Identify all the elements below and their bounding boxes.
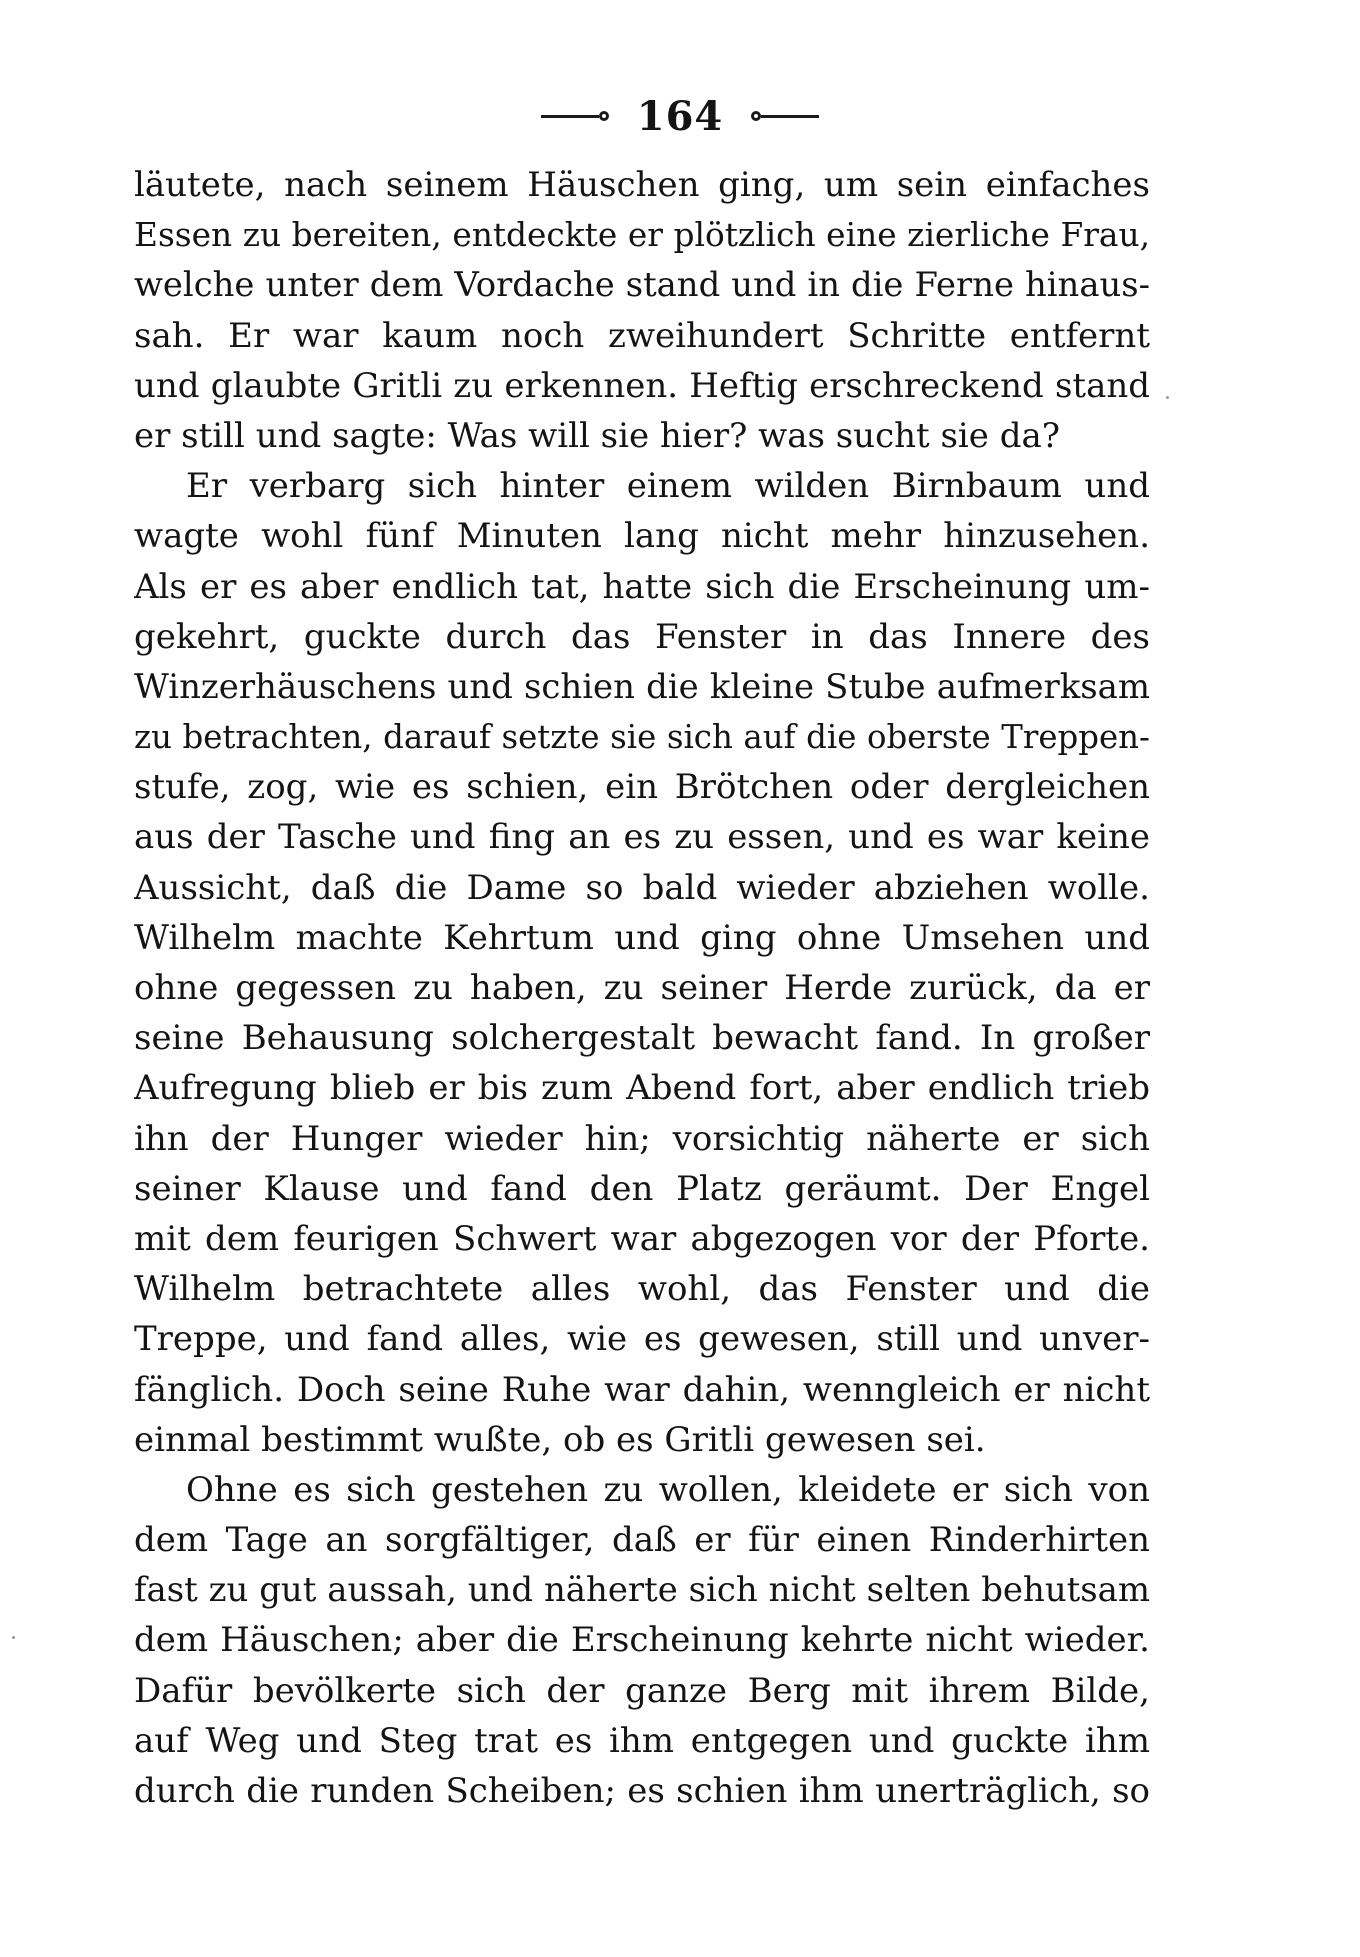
text-line: auf Weg und Steg trat es ihm entgegen und guckte ihm	[134, 1720, 1150, 1761]
paragraph-start-line: Er verbarg sich hinter einem wilden Birnbaum und	[186, 466, 1150, 507]
text-line: läutete, nach seinem Häuschen ging, um sein einfaches	[134, 165, 1150, 205]
text-line: und glaubte Gritli zu erkennen. Heftig erschreckend stand	[134, 365, 1150, 406]
text-line: Essen zu bereiten, entdeckte er plötzlich eine zierliche Frau,	[134, 216, 1150, 255]
right-ornament	[751, 111, 819, 121]
text-line: Aufregung blieb er bis zum Abend fort, aber endlich trieb	[134, 1068, 1150, 1109]
paragraph-start-line: Ohne es sich gestehen zu wollen, kleidete er sich von	[186, 1469, 1150, 1510]
left-ornament-rule	[541, 115, 599, 118]
text-line: Treppe, und fand alles, wie es gewesen, still und unver-	[134, 1319, 1150, 1360]
scan-speck	[1166, 396, 1169, 399]
right-ornament-rule	[761, 115, 819, 118]
text-line: ohne gegessen zu haben, zu seiner Herde zurück, da er	[134, 968, 1150, 1008]
text-line: wagte wohl fünf Minuten lang nicht mehr hinzusehen.	[134, 516, 1150, 557]
text-line: seine Behausung solchergestalt bewacht fand. In großer	[134, 1018, 1150, 1059]
page-number: 164	[636, 92, 724, 140]
left-ornament-ring	[599, 111, 609, 121]
text-line: seiner Klause und fand den Platz geräumt. Der Engel	[134, 1168, 1150, 1209]
text-line: aus der Tasche und fing an es zu essen, und es war keine	[134, 817, 1150, 858]
text-line: er still und sagte: Was will sie hier? was sucht sie da?	[134, 415, 1061, 456]
text-line: gekehrt, guckte durch das Fenster in das Innere des	[134, 616, 1150, 657]
text-line: fänglich. Doch seine Ruhe war dahin, wenngleich er nicht	[134, 1369, 1150, 1410]
text-line: Winzerhäuschens und schien die kleine Stube aufmerksam	[134, 666, 1150, 706]
text-line: zu betrachten, darauf setzte sie sich auf die oberste Treppen-	[134, 718, 1150, 757]
text-line: mit dem feurigen Schwert war abgezogen vor der Pforte.	[134, 1218, 1150, 1259]
text-line: ihn der Hunger wieder hin; vorsichtig näherte er sich	[134, 1118, 1150, 1159]
right-ornament-ring	[751, 111, 761, 121]
text-line: einmal bestimmt wußte, ob es Gritli gewesen sei.	[134, 1419, 986, 1460]
text-line: dem Häuschen; aber die Erscheinung kehrte nicht wieder.	[134, 1620, 1150, 1661]
text-line: durch die runden Scheiben; es schien ihm unerträglich, so	[134, 1771, 1150, 1811]
left-ornament	[541, 111, 609, 121]
text-line: Wilhelm betrachtete alles wohl, das Fenster und die	[134, 1269, 1150, 1310]
scan-speck	[12, 1636, 15, 1639]
page-header	[0, 86, 1360, 146]
text-line: sah. Er war kaum noch zweihundert Schritte entfernt	[134, 315, 1150, 356]
text-line: Wilhelm machte Kehrtum und ging ohne Umsehen und	[134, 917, 1150, 958]
text-line: Dafür bevölkerte sich der ganze Berg mit ihrem Bilde,	[134, 1670, 1150, 1711]
text-line: Als er es aber endlich tat, hatte sich die Erscheinung um-	[134, 566, 1150, 607]
text-line: fast zu gut aussah, und näherte sich nicht selten behutsam	[134, 1570, 1150, 1610]
text-line: dem Tage an sorgfältiger, daß er für einen Rinderhirten	[134, 1520, 1150, 1561]
body-text	[134, 160, 1150, 1816]
text-line: Aussicht, daß die Dame so bald wieder abziehen wolle.	[134, 867, 1150, 908]
text-line: stufe, zog, wie es schien, ein Brötchen oder dergleichen	[134, 767, 1150, 808]
text-line: welche unter dem Vordache stand und in die Ferne hinaus-	[134, 265, 1150, 305]
